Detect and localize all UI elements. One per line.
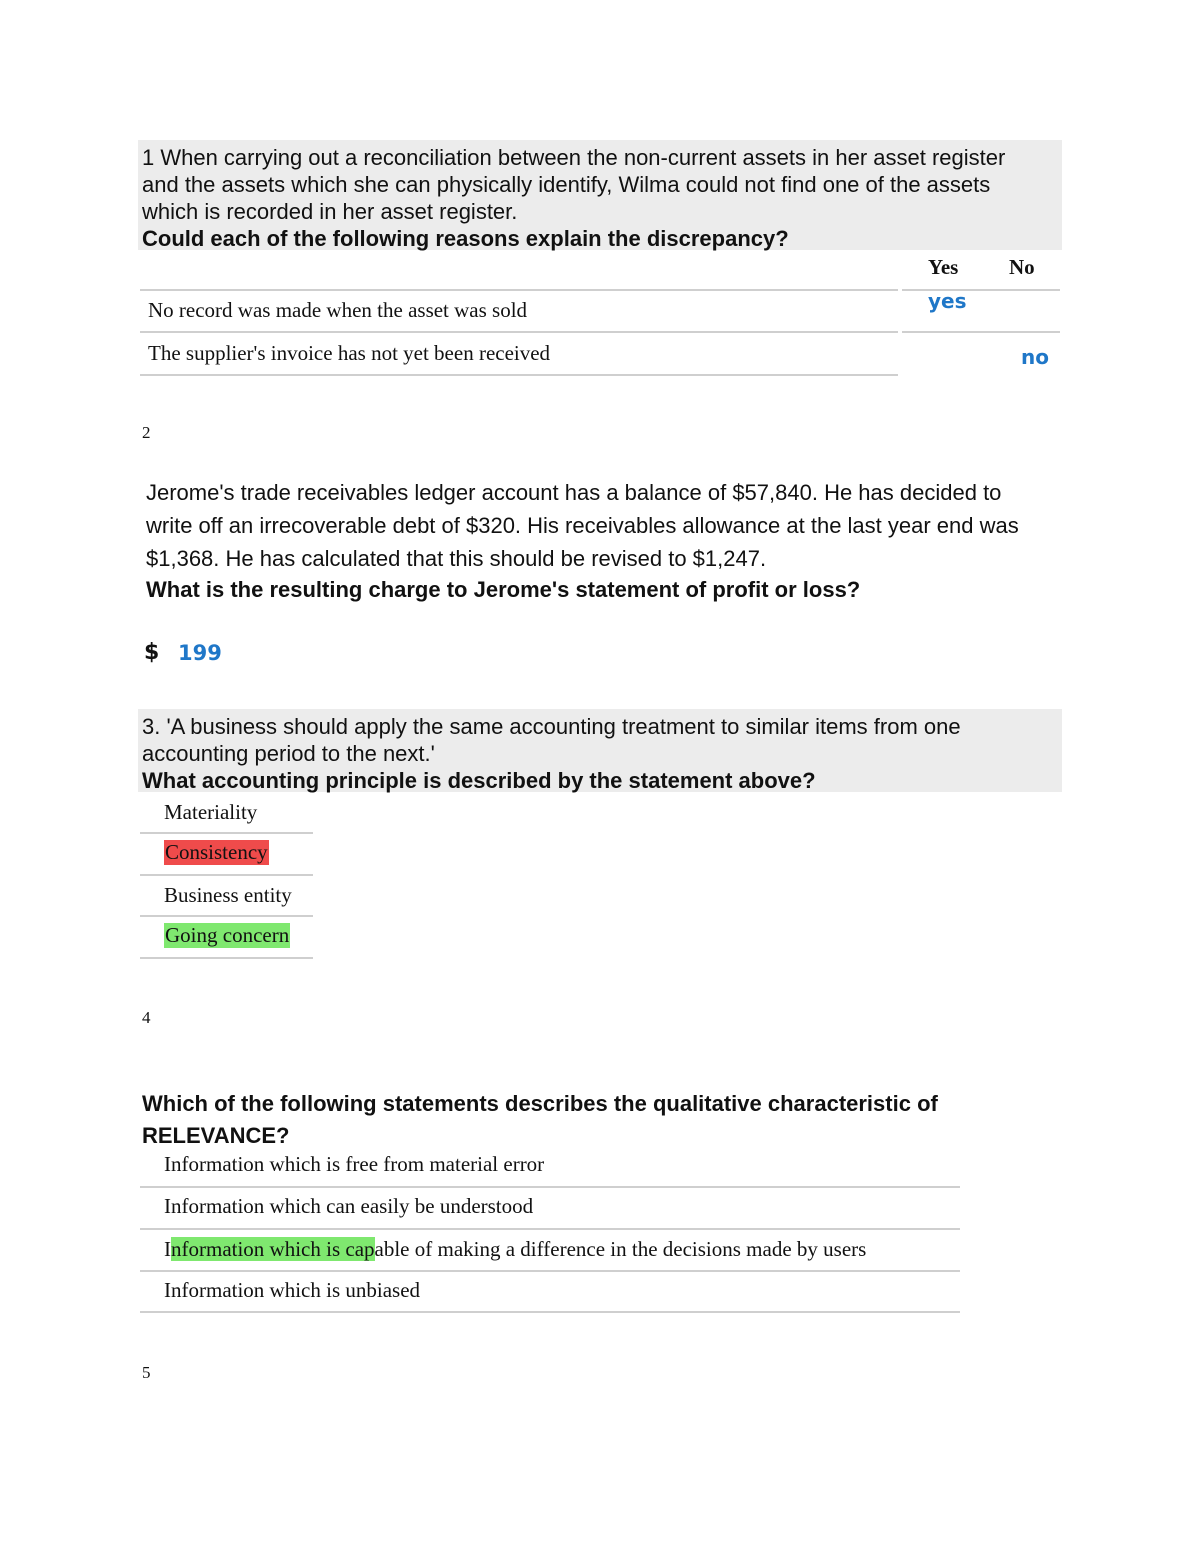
q2-answer: 199 [178, 641, 222, 665]
q4-option-1[interactable]: Information which is free from material error [164, 1152, 545, 1176]
q4-divider [140, 1228, 960, 1230]
q3-prompt: What accounting principle is described by the statement above? [142, 768, 816, 793]
q1-row-1-answer: yes [928, 289, 967, 313]
q3-option-business-entity[interactable]: Business entity [164, 883, 292, 907]
q1-row-2-answer: no [1021, 345, 1049, 369]
q1-col-yes: Yes [928, 255, 959, 279]
q1-row-1-statement: No record was made when the asset was sold [148, 298, 528, 322]
q2-number: 2 [142, 423, 151, 442]
q1-divider [140, 289, 898, 291]
q1-prompt: Could each of the following reasons explain the discrepancy? [142, 226, 789, 251]
q3-option-consistency[interactable]: Consistency [165, 840, 268, 864]
q1-row-2-statement: The supplier's invoice has not yet been received [148, 341, 551, 365]
q4-divider [140, 1186, 960, 1188]
q3-divider [140, 915, 313, 917]
q2-question-text: Jerome's trade receivables ledger account has a balance of $57,840. He has decided to write off an irrecoverable debt of $320. His receivables allowance at the last year end was $1,368. He has calculated that this should be revised to $1,247. [146, 480, 1019, 571]
q4-prompt: Which of the following statements describes the qualitative characteristic of RELEVANCE? [142, 1091, 938, 1148]
q3-divider [140, 874, 313, 876]
q1-col-no: No [1009, 255, 1035, 279]
q4-option-3[interactable] [164, 1237, 866, 1262]
q3-option-materiality[interactable]: Materiality [164, 800, 258, 824]
q4-divider [140, 1270, 960, 1272]
q2-prompt: What is the resulting charge to Jerome's statement of profit or loss? [146, 577, 861, 602]
q5-number: 5 [142, 1363, 151, 1382]
q1-divider [902, 289, 1060, 291]
q2-currency-symbol: $ [144, 640, 160, 665]
q3-option-going-concern[interactable]: Going concern [165, 923, 290, 947]
q3-divider [140, 957, 313, 959]
q1-question-text: 1 When carrying out a reconciliation between the non-current assets in her asset register and the assets which she can physically identify, Wilma could not find one of the assets which is recorded in her asset register. [142, 145, 1006, 224]
q4-option-3-part-a: I [164, 1237, 171, 1261]
q3-divider [140, 832, 313, 834]
q4-option-4[interactable]: Information which is unbiased [164, 1278, 421, 1302]
q3-question-text: 3. 'A business should apply the same accounting treatment to similar items from one accounting period to the next.' [142, 714, 961, 766]
q4-option-3-part-c: able of making a difference in the decisions made by users [374, 1237, 867, 1261]
q1-divider [902, 331, 1060, 333]
q4-option-2[interactable]: Information which can easily be understood [164, 1194, 534, 1218]
q1-divider [140, 374, 898, 376]
q4-option-3-highlight: nformation which is cap [171, 1237, 375, 1261]
q4-divider [140, 1311, 960, 1313]
q1-divider [140, 331, 898, 333]
q4-number: 4 [142, 1008, 151, 1027]
